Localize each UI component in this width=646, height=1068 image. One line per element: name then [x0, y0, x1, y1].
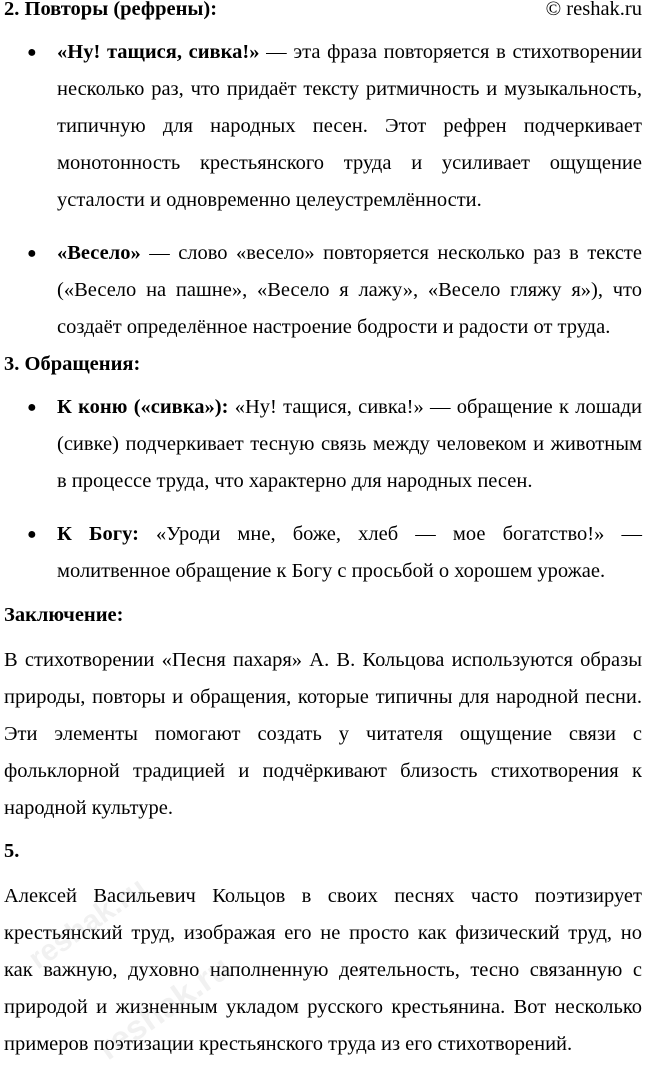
heading-conclusion: Заключение:: [4, 604, 124, 626]
source-label: © reshak.ru: [545, 0, 642, 20]
heading-appeals: 3. Обращения:: [4, 353, 141, 375]
conclusion-paragraph: В стихотворении «Песня пахаря» А. В. Кольцова используются образы природы, повторы и обращения, которые типичны для народной песни. Эти элементы помогают создать у читателя ощущение связи с фольклорной традицией и подчёркивают близость стихотворения к народной культуре.: [4, 649, 642, 819]
item-term: «Ну! тащися, сивка!»: [57, 41, 260, 63]
heading-section-5: 5.: [4, 840, 20, 862]
item-text: — слово «весело» повторяется несколько раз в тексте («Весело на пашне», «Весело я лажу», «Весело гляжу я»), что создаёт определённое настроение бодрости и радости от труда.: [57, 242, 642, 338]
item-term: «Весело»: [57, 242, 141, 264]
item-text: «Уроди мне, боже, хлеб — мое богатство!» — молитвенное обращение к Богу с просьбой о хорошем урожае.: [57, 523, 642, 582]
item-text: «Ну! тащися, сивка!» — обращение к лошади (сивке) подчеркивает тесную связь между человеком и животным в процессе труда, что характерно для народных песен.: [57, 396, 642, 492]
bullet-icon: ●: [27, 399, 37, 416]
item-term: К коню («сивка»):: [57, 396, 229, 418]
bullet-icon: ●: [27, 526, 37, 543]
list-item: [0, 516, 646, 590]
section-5-paragraph: Алексей Васильевич Кольцов в своих песнях часто поэтизирует крестьянский труд, изображая его не просто как физический труд, но как важную, духовно наполненную деятельность, тесно связанную с природой и жизненным укладом русского крестьянина. Вот несколько примеров поэтизации крестьянского труда из его стихотворений.: [4, 885, 642, 1055]
item-term: К Богу:: [57, 523, 139, 545]
appeals-list: [0, 389, 646, 590]
watermark: reshak.ru: [22, 871, 153, 976]
list-item: [0, 389, 646, 500]
item-text: — эта фраза повторяется в стихотворении несколько раз, что придаёт тексту ритмичность и музыкальность, типичную для народных песен. Этот рефрен подчеркивает монотонность крестьянского труда и усиливает ощущение усталости и одновременно целеустремлённости.: [57, 41, 642, 211]
list-item: [0, 34, 646, 219]
bullet-icon: ●: [27, 44, 37, 61]
bullet-icon: ●: [27, 245, 37, 262]
list-item: [0, 235, 646, 346]
heading-repeats: 2. Повторы (рефрены):: [4, 0, 218, 20]
repeats-list: [0, 34, 646, 346]
watermark: reshak.ru: [90, 948, 238, 1068]
